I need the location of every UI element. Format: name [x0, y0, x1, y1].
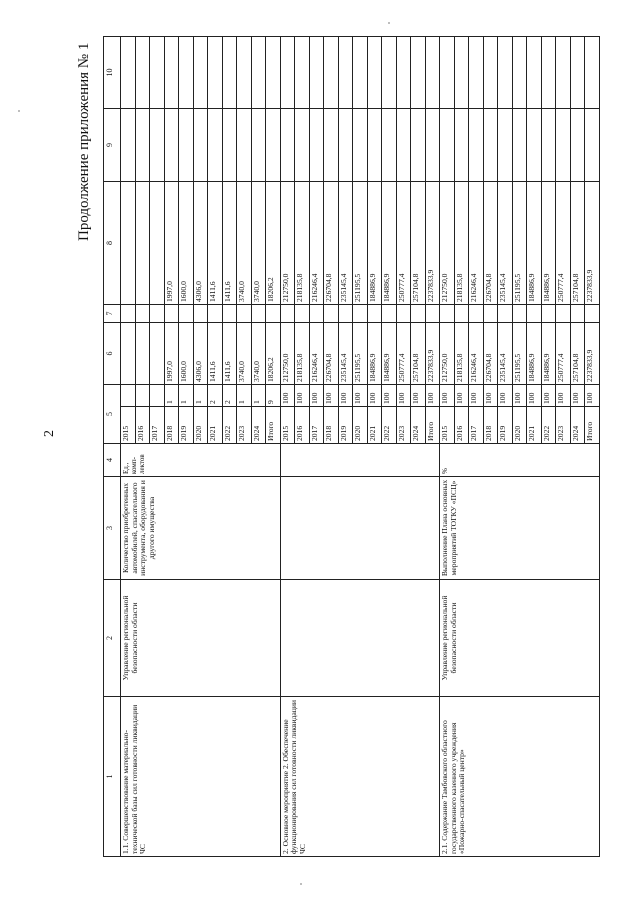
empty-cell-10	[309, 37, 324, 109]
empty-cell-10	[353, 37, 368, 109]
empty-cell-9	[425, 109, 440, 182]
empty-cell-9	[251, 109, 266, 182]
empty-cell-7	[440, 305, 455, 323]
section-activity-cell: 2.1. Содержание Тамбовского областного государственного казенного учреждения «Пожарно-спасательный центр»	[440, 697, 600, 857]
empty-cell-9	[266, 109, 281, 182]
year-cell: 2024	[411, 407, 426, 444]
empty-cell-10	[498, 37, 513, 109]
page-number: 2	[42, 430, 57, 437]
empty-cell-9	[280, 109, 295, 182]
year-cell: 2021	[527, 407, 542, 444]
empty-cell-10	[338, 37, 353, 109]
section-unit-cell: %	[440, 444, 600, 477]
amount-cell: 184886,9	[367, 323, 382, 385]
count-cell: 100	[556, 385, 571, 407]
year-cell: 2016	[295, 407, 310, 444]
empty-cell-7	[237, 305, 252, 323]
amount-cell: 184886,9	[541, 182, 556, 305]
empty-cell-7	[266, 305, 281, 323]
empty-cell-9	[237, 109, 252, 182]
empty-cell-9	[164, 109, 179, 182]
year-cell: 2015	[121, 407, 136, 444]
header-row	[104, 37, 121, 857]
amount-cell: 250777,4	[396, 182, 411, 305]
amount-cell: 2237833,9	[585, 323, 600, 385]
year-cell: 2019	[498, 407, 513, 444]
empty-cell-9	[150, 109, 165, 182]
year-cell: 2018	[483, 407, 498, 444]
empty-cell-9	[498, 109, 513, 182]
amount-cell: 18206,2	[266, 182, 281, 305]
amount-cell: 184886,9	[527, 323, 542, 385]
empty-cell-10	[179, 37, 194, 109]
section-executor-cell: Управление региональной безопасности области	[121, 580, 281, 697]
empty-cell-7	[469, 305, 484, 323]
amount-cell: 251195,5	[512, 182, 527, 305]
empty-cell-7	[454, 305, 469, 323]
section-indicator-cell	[280, 477, 440, 580]
amount-cell: 4306,0	[193, 323, 208, 385]
empty-cell-10	[469, 37, 484, 109]
year-cell: 2018	[164, 407, 179, 444]
year-cell: 2017	[309, 407, 324, 444]
year-cell: 2024	[251, 407, 266, 444]
empty-cell-9	[541, 109, 556, 182]
empty-cell-7	[193, 305, 208, 323]
year-cell: 2023	[556, 407, 571, 444]
year-cell: 2017	[469, 407, 484, 444]
empty-cell-7	[295, 305, 310, 323]
amount-cell: 216246,4	[469, 323, 484, 385]
year-cell: 2022	[541, 407, 556, 444]
empty-cell-10	[193, 37, 208, 109]
empty-cell-7	[411, 305, 426, 323]
count-cell: 100	[324, 385, 339, 407]
amount-cell: 235145,4	[338, 182, 353, 305]
amount-cell: 251195,5	[353, 323, 368, 385]
amount-cell: 226704,8	[324, 182, 339, 305]
empty-cell-7	[135, 305, 150, 323]
empty-cell-10	[585, 37, 600, 109]
count-cell: 100	[585, 385, 600, 407]
amount-cell: 1997,0	[164, 323, 179, 385]
count-cell: 100	[498, 385, 513, 407]
empty-cell-10	[483, 37, 498, 109]
amount-cell: 2237833,9	[425, 323, 440, 385]
amount-cell: 257104,8	[570, 182, 585, 305]
section-unit-cell: Ед., комп-лектов	[121, 444, 281, 477]
count-cell: 100	[367, 385, 382, 407]
amount-cell	[150, 182, 165, 305]
empty-cell-9	[309, 109, 324, 182]
year-cell: 2016	[454, 407, 469, 444]
amount-cell: 1411,6	[222, 323, 237, 385]
year-cell: 2021	[208, 407, 223, 444]
amount-cell	[135, 182, 150, 305]
empty-cell-7	[222, 305, 237, 323]
amount-cell	[121, 182, 136, 305]
rotated-table-wrapper	[103, 37, 600, 857]
header-col-1: 1	[104, 697, 121, 857]
amount-cell: 1600,0	[179, 182, 194, 305]
header-col-2: 2	[104, 580, 121, 697]
amount-cell: 2237833,9	[585, 182, 600, 305]
header-col-3: 3	[104, 477, 121, 580]
year-cell: 2020	[193, 407, 208, 444]
empty-cell-10	[295, 37, 310, 109]
amount-cell: 18206,2	[266, 323, 281, 385]
section-executor-cell	[280, 580, 440, 697]
empty-cell-7	[150, 305, 165, 323]
empty-cell-10	[382, 37, 397, 109]
empty-cell-9	[353, 109, 368, 182]
empty-cell-10	[541, 37, 556, 109]
count-cell: 100	[454, 385, 469, 407]
amount-cell: 218135,8	[454, 182, 469, 305]
amount-cell	[121, 323, 136, 385]
year-cell: 2020	[353, 407, 368, 444]
empty-cell-9	[512, 109, 527, 182]
empty-cell-10	[237, 37, 252, 109]
amount-cell: 257104,8	[411, 323, 426, 385]
empty-cell-7	[353, 305, 368, 323]
empty-cell-7	[541, 305, 556, 323]
empty-cell-7	[425, 305, 440, 323]
scan-speck	[388, 22, 390, 24]
count-cell: 1	[164, 385, 179, 407]
empty-cell-10	[527, 37, 542, 109]
amount-cell: 216246,4	[469, 182, 484, 305]
empty-cell-9	[454, 109, 469, 182]
empty-cell-10	[208, 37, 223, 109]
header-col-8: 8	[104, 182, 121, 305]
amount-cell: 1411,6	[222, 182, 237, 305]
empty-cell-9	[179, 109, 194, 182]
empty-cell-10	[440, 37, 455, 109]
count-cell: 100	[541, 385, 556, 407]
empty-cell-10	[164, 37, 179, 109]
year-cell: Итого	[425, 407, 440, 444]
amount-cell: 235145,4	[498, 182, 513, 305]
amount-cell: 212750,0	[440, 182, 455, 305]
empty-cell-9	[527, 109, 542, 182]
header-col-9: 9	[104, 109, 121, 182]
count-cell: 100	[411, 385, 426, 407]
count-cell	[150, 385, 165, 407]
amount-cell: 184886,9	[367, 182, 382, 305]
empty-cell-7	[280, 305, 295, 323]
section-unit-cell	[280, 444, 440, 477]
year-cell: 2016	[135, 407, 150, 444]
count-cell: 100	[425, 385, 440, 407]
continuation-title: Продолжение приложения № 1	[76, 42, 92, 241]
empty-cell-9	[135, 109, 150, 182]
empty-cell-10	[512, 37, 527, 109]
count-cell: 100	[338, 385, 353, 407]
empty-cell-7	[527, 305, 542, 323]
empty-cell-10	[324, 37, 339, 109]
amount-cell: 235145,4	[498, 323, 513, 385]
count-cell: 100	[570, 385, 585, 407]
count-cell: 1	[251, 385, 266, 407]
amount-cell: 250777,4	[556, 323, 571, 385]
empty-cell-9	[338, 109, 353, 182]
count-cell: 100	[353, 385, 368, 407]
empty-cell-10	[251, 37, 266, 109]
amount-cell: 3740,0	[251, 323, 266, 385]
empty-cell-7	[483, 305, 498, 323]
amount-cell: 3740,0	[237, 182, 252, 305]
count-cell: 100	[483, 385, 498, 407]
empty-cell-7	[324, 305, 339, 323]
amount-cell: 216246,4	[309, 323, 324, 385]
count-cell: 100	[295, 385, 310, 407]
year-cell: Итого	[585, 407, 600, 444]
empty-cell-10	[367, 37, 382, 109]
amount-cell: 2237833,9	[425, 182, 440, 305]
amount-cell: 257104,8	[411, 182, 426, 305]
amount-cell: 1411,6	[208, 182, 223, 305]
count-cell	[121, 385, 136, 407]
amount-cell: 3740,0	[237, 323, 252, 385]
empty-cell-7	[556, 305, 571, 323]
empty-cell-9	[469, 109, 484, 182]
empty-cell-7	[208, 305, 223, 323]
empty-cell-10	[266, 37, 281, 109]
empty-cell-10	[556, 37, 571, 109]
program-table	[103, 36, 600, 857]
empty-cell-10	[121, 37, 136, 109]
empty-cell-7	[382, 305, 397, 323]
amount-cell: 212750,0	[280, 182, 295, 305]
header-col-5: 5	[104, 385, 121, 444]
empty-cell-10	[396, 37, 411, 109]
amount-cell: 1997,0	[164, 182, 179, 305]
empty-cell-7	[164, 305, 179, 323]
scan-speck	[18, 110, 20, 112]
year-cell: 2015	[440, 407, 455, 444]
section-indicator-cell: Выполнение Плана основных мероприятий ТОГКУ «ПСЦ»	[440, 477, 600, 580]
empty-cell-7	[367, 305, 382, 323]
count-cell: 1	[179, 385, 194, 407]
year-cell: 2018	[324, 407, 339, 444]
count-cell: 9	[266, 385, 281, 407]
empty-cell-7	[512, 305, 527, 323]
empty-cell-7	[498, 305, 513, 323]
count-cell	[135, 385, 150, 407]
empty-cell-10	[280, 37, 295, 109]
empty-cell-10	[222, 37, 237, 109]
empty-cell-9	[556, 109, 571, 182]
empty-cell-10	[570, 37, 585, 109]
empty-cell-10	[425, 37, 440, 109]
amount-cell: 251195,5	[353, 182, 368, 305]
empty-cell-7	[585, 305, 600, 323]
table-row	[440, 37, 455, 857]
count-cell: 1	[193, 385, 208, 407]
year-cell: 2021	[367, 407, 382, 444]
header-col-4: 4	[104, 444, 121, 477]
table-row	[121, 37, 136, 857]
empty-cell-9	[324, 109, 339, 182]
count-cell: 100	[440, 385, 455, 407]
amount-cell: 184886,9	[382, 182, 397, 305]
amount-cell: 218135,8	[454, 323, 469, 385]
amount-cell: 218135,8	[295, 182, 310, 305]
empty-cell-7	[179, 305, 194, 323]
amount-cell: 184886,9	[382, 323, 397, 385]
empty-cell-9	[367, 109, 382, 182]
year-cell: 2023	[237, 407, 252, 444]
amount-cell	[150, 323, 165, 385]
amount-cell: 184886,9	[527, 182, 542, 305]
empty-cell-7	[570, 305, 585, 323]
amount-cell: 226704,8	[324, 323, 339, 385]
year-cell: 2022	[222, 407, 237, 444]
empty-cell-7	[121, 305, 136, 323]
count-cell: 100	[469, 385, 484, 407]
count-cell: 100	[280, 385, 295, 407]
empty-cell-10	[454, 37, 469, 109]
empty-cell-7	[251, 305, 266, 323]
empty-cell-9	[411, 109, 426, 182]
empty-cell-9	[396, 109, 411, 182]
year-cell: 2023	[396, 407, 411, 444]
empty-cell-9	[121, 109, 136, 182]
amount-cell: 257104,8	[570, 323, 585, 385]
count-cell: 100	[527, 385, 542, 407]
empty-cell-9	[382, 109, 397, 182]
amount-cell: 3740,0	[251, 182, 266, 305]
count-cell: 2	[208, 385, 223, 407]
section-executor-cell: Управление региональной безопасности области	[440, 580, 600, 697]
empty-cell-9	[570, 109, 585, 182]
year-cell: 2017	[150, 407, 165, 444]
empty-cell-7	[396, 305, 411, 323]
year-cell: 2019	[179, 407, 194, 444]
empty-cell-9	[208, 109, 223, 182]
empty-cell-9	[295, 109, 310, 182]
amount-cell: 226704,8	[483, 182, 498, 305]
header-col-10: 10	[104, 37, 121, 109]
empty-cell-10	[150, 37, 165, 109]
count-cell: 100	[309, 385, 324, 407]
table-row	[280, 37, 295, 857]
year-cell: 2020	[512, 407, 527, 444]
amount-cell: 218135,8	[295, 323, 310, 385]
empty-cell-9	[193, 109, 208, 182]
header-col-6: 6	[104, 323, 121, 385]
amount-cell: 250777,4	[396, 323, 411, 385]
empty-cell-7	[338, 305, 353, 323]
amount-cell: 226704,8	[483, 323, 498, 385]
empty-cell-9	[483, 109, 498, 182]
empty-cell-7	[309, 305, 324, 323]
year-cell: 2022	[382, 407, 397, 444]
section-activity-cell: 1.1. Совершенствование материально-технической базы сил готовности ликвидации ЧС	[121, 697, 281, 857]
amount-cell: 250777,4	[556, 182, 571, 305]
amount-cell: 4306,0	[193, 182, 208, 305]
year-cell: 2024	[570, 407, 585, 444]
scan-speck	[300, 883, 302, 885]
empty-cell-10	[411, 37, 426, 109]
section-activity-cell: 2. Основное мероприятие 2. Обеспечение функционирования сил готовности ликвидации ЧС	[280, 697, 440, 857]
empty-cell-9	[440, 109, 455, 182]
count-cell: 100	[382, 385, 397, 407]
amount-cell: 1411,6	[208, 323, 223, 385]
empty-cell-10	[135, 37, 150, 109]
amount-cell: 1600,0	[179, 323, 194, 385]
count-cell: 2	[222, 385, 237, 407]
count-cell: 100	[396, 385, 411, 407]
header-col-7: 7	[104, 305, 121, 323]
amount-cell: 235145,4	[338, 323, 353, 385]
amount-cell: 216246,4	[309, 182, 324, 305]
amount-cell: 212750,0	[440, 323, 455, 385]
count-cell: 100	[512, 385, 527, 407]
empty-cell-9	[222, 109, 237, 182]
amount-cell: 184886,9	[541, 323, 556, 385]
year-cell: 2019	[338, 407, 353, 444]
amount-cell: 251195,5	[512, 323, 527, 385]
section-indicator-cell: Количество приобретенных автомобилей, спасательного инструмента, оборудования и другого имущества	[121, 477, 281, 580]
empty-cell-9	[585, 109, 600, 182]
year-cell: Итого	[266, 407, 281, 444]
amount-cell: 212750,0	[280, 323, 295, 385]
amount-cell	[135, 323, 150, 385]
count-cell: 1	[237, 385, 252, 407]
year-cell: 2015	[280, 407, 295, 444]
